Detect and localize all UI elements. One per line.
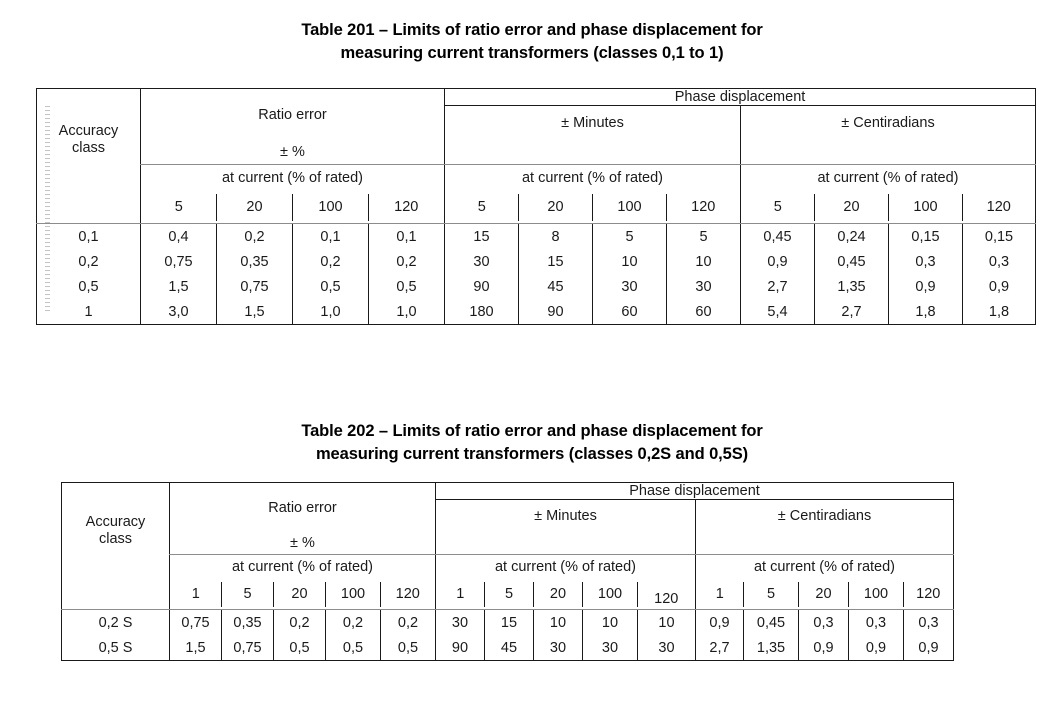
table-202-ratio-error-header: Ratio error: [170, 483, 436, 533]
table-201-r3-crad-2: 1,8: [889, 299, 963, 325]
table-202-at-current-row: [62, 555, 954, 580]
table-201-wrapper: [36, 88, 1036, 325]
table-202-r1-min-4: 30: [638, 635, 696, 661]
table-201-r3-min-3: 60: [667, 299, 741, 325]
table-202-col-ratio-5: 5: [222, 579, 274, 610]
table-201-col-min-5: 5: [445, 191, 519, 224]
table-201-r2-crad-3: 0,9: [963, 274, 1036, 299]
table-202-col-min-5: 5: [485, 579, 534, 610]
accuracy-class-line1: Accuracy: [58, 123, 119, 139]
table-201-col-crad-120: 120: [963, 191, 1036, 224]
table-201: [36, 88, 1036, 325]
table-201-r2-crad-1: 1,35: [815, 274, 889, 299]
table-202-r1-min-2: 30: [534, 635, 583, 661]
table-201-r2-accuracy: 0,5: [78, 278, 99, 295]
table-202-r0-ratio-0: 0,75: [170, 610, 222, 636]
table-202-r0-ratio-4: 0,2: [381, 610, 436, 636]
table-202-accuracy-blank: [62, 579, 170, 610]
table-201-r0-min-0: 15: [445, 224, 519, 250]
table-201-r1-ratio-2: 0,2: [293, 249, 369, 274]
table-202-col-min-120: [638, 579, 696, 610]
table-202-r1-crad-4: 0,9: [904, 635, 954, 661]
table-201-r1-crad-1: 0,45: [815, 249, 889, 274]
table-201-r0-accuracy: 0,1: [78, 228, 99, 245]
table-202-r1-crad-1: 1,35: [744, 635, 799, 661]
table-201-r0-ratio-2: 0,1: [293, 224, 369, 250]
table-202-unit-row-b: [62, 532, 954, 555]
table-201-r0-ratio-0: 0,4: [141, 224, 217, 250]
table-201-r2-min-2: 30: [593, 274, 667, 299]
table-201-r1-ratio-3: 0,2: [369, 249, 445, 274]
table-201-r0-ratio-3: 0,1: [369, 224, 445, 250]
table-201-r3-min-1: 90: [519, 299, 593, 325]
table-202-current-values-row: [62, 579, 954, 610]
table-202-col-ratio-100: 100: [326, 579, 381, 610]
table-201-col-ratio-120: 120: [369, 191, 445, 224]
table-201-col-crad-5: 5: [741, 191, 815, 224]
table-202-title-line2: measuring current transformers (classes 0,2S and 0,5S): [315, 445, 749, 463]
table-202-col-min-20: 20: [534, 579, 583, 610]
table-201-ratio-error-header: Ratio error: [141, 89, 445, 141]
table-201-r3-accuracy: 1: [84, 303, 93, 320]
table-202-col-ratio-120: 120: [381, 579, 436, 610]
table-201-unit-row-b: [37, 140, 1036, 165]
table-202-col-crad-5: 5: [744, 579, 799, 610]
table-202-col-crad-120: 120: [904, 579, 954, 610]
table-201-at-current-ratio: at current (% of rated): [141, 165, 445, 192]
table-201-r3-min-0: 180: [445, 299, 519, 325]
table-201-col-min-20: 20: [519, 191, 593, 224]
table-202-accuracy-class-header: [62, 483, 170, 580]
table-201-r3-min-2: 60: [593, 299, 667, 325]
table-202-minutes-header: ± Minutes: [436, 500, 696, 533]
table-201-title-line1: Table 201 – Limits of ratio error and phase displacement for: [301, 21, 763, 39]
accuracy-class-line1: Accuracy: [85, 514, 146, 530]
table-row: [37, 274, 1036, 299]
table-201-r3-ratio-1: 1,5: [217, 299, 293, 325]
table-202-r1-ratio-1: 0,75: [222, 635, 274, 661]
table-201-r1-crad-0: 0,9: [741, 249, 815, 274]
table-row: [62, 610, 954, 636]
table-201-title: [0, 19, 1064, 65]
table-201-r2-ratio-2: 0,5: [293, 274, 369, 299]
table-202-r0-crad-2: 0,3: [799, 610, 849, 636]
table-202-r1-min-0: 90: [436, 635, 485, 661]
table-201-r3-ratio-0: 3,0: [141, 299, 217, 325]
table-202-r1-crad-0: 2,7: [696, 635, 744, 661]
table-202-r1-ratio-4: 0,5: [381, 635, 436, 661]
table-202-r0-min-0: 30: [436, 610, 485, 636]
accuracy-class-line2: class: [98, 531, 133, 547]
table-202: [61, 482, 954, 661]
table-201-r3-ratio-3: 1,0: [369, 299, 445, 325]
table-201-percent-header: ± %: [141, 140, 445, 165]
table-202-col-crad-100: 100: [849, 579, 904, 610]
table-202-col-crad-20: 20: [799, 579, 849, 610]
table-202-r1-min-3: 30: [583, 635, 638, 661]
table-202-minutes-spacer: [436, 532, 696, 555]
table-201-r2-ratio-0: 1,5: [141, 274, 217, 299]
table-201-r2-ratio-1: 0,75: [217, 274, 293, 299]
table-202-centiradians-header: ± Centiradians: [696, 500, 954, 533]
table-201-r0-min-2: 5: [593, 224, 667, 250]
table-202-r0-ratio-3: 0,2: [326, 610, 381, 636]
table-201-current-values-row: [37, 191, 1036, 224]
table-202-title-line1: Table 202 – Limits of ratio error and phase displacement for: [301, 422, 763, 440]
table-202-col-crad-1: 1: [696, 579, 744, 610]
table-202-wrapper: [61, 482, 954, 661]
table-201-r1-ratio-0: 0,75: [141, 249, 217, 274]
table-201-r1-min-0: 30: [445, 249, 519, 274]
table-201-r0-crad-2: 0,15: [889, 224, 963, 250]
table-202-r0-crad-1: 0,45: [744, 610, 799, 636]
table-202-percent-header: ± %: [170, 532, 436, 555]
table-202-r0-crad-3: 0,3: [849, 610, 904, 636]
table-201-r2-crad-2: 0,9: [889, 274, 963, 299]
table-202-r0-accuracy: 0,2 S: [98, 614, 133, 631]
table-202-r0-crad-4: 0,3: [904, 610, 954, 636]
table-201-col-min-120: 120: [667, 191, 741, 224]
table-201-r2-min-3: 30: [667, 274, 741, 299]
table-202-at-current-ratio: at current (% of rated): [170, 555, 436, 580]
table-row: [62, 635, 954, 661]
table-202-r0-min-1: 15: [485, 610, 534, 636]
table-201-r0-ratio-1: 0,2: [217, 224, 293, 250]
accuracy-class-line2: class: [71, 140, 106, 156]
table-202-r1-ratio-0: 1,5: [170, 635, 222, 661]
table-201-r2-ratio-3: 0,5: [369, 274, 445, 299]
table-201-at-current-row: [37, 165, 1036, 192]
table-201-col-crad-20: 20: [815, 191, 889, 224]
table-202-group-header-row: [62, 483, 954, 500]
table-201-r1-ratio-1: 0,35: [217, 249, 293, 274]
table-201-r1-min-2: 10: [593, 249, 667, 274]
table-202-at-current-centiradians: at current (% of rated): [696, 555, 954, 580]
table-201-minutes-header: ± Minutes: [445, 106, 741, 141]
table-201-col-min-100: 100: [593, 191, 667, 224]
table-202-col-min-1: 1: [436, 579, 485, 610]
table-201-r0-min-1: 8: [519, 224, 593, 250]
table-201-col-ratio-5: 5: [141, 191, 217, 224]
table-202-r1-crad-3: 0,9: [849, 635, 904, 661]
table-202-col-min-120-label: 120: [654, 591, 679, 607]
table-202-r1-crad-2: 0,9: [799, 635, 849, 661]
table-202-centiradians-spacer: [696, 532, 954, 555]
table-202-r0-ratio-2: 0,2: [274, 610, 326, 636]
table-row: [37, 249, 1036, 274]
table-202-col-ratio-1: 1: [170, 579, 222, 610]
table-201-accuracy-class-header: [37, 89, 141, 192]
table-202-r1-accuracy: 0,5 S: [98, 639, 133, 656]
table-201-r1-crad-2: 0,3: [889, 249, 963, 274]
table-202-r0-min-2: 10: [534, 610, 583, 636]
table-201-minutes-spacer: [445, 140, 741, 165]
table-201-col-ratio-100: 100: [293, 191, 369, 224]
table-row: [37, 224, 1036, 250]
table-202-title: [0, 420, 1064, 466]
table-201-r2-crad-0: 2,7: [741, 274, 815, 299]
table-201-r1-min-1: 15: [519, 249, 593, 274]
table-201-r0-crad-1: 0,24: [815, 224, 889, 250]
table-202-r0-min-4: 10: [638, 610, 696, 636]
table-201-r1-accuracy: 0,2: [78, 253, 99, 270]
table-201-r3-ratio-2: 1,0: [293, 299, 369, 325]
table-201-at-current-centiradians: at current (% of rated): [741, 165, 1036, 192]
table-202-r0-crad-0: 0,9: [696, 610, 744, 636]
table-201-r2-min-0: 90: [445, 274, 519, 299]
table-201-r1-crad-3: 0,3: [963, 249, 1036, 274]
table-201-r3-crad-0: 5,4: [741, 299, 815, 325]
table-201-r0-crad-0: 0,45: [741, 224, 815, 250]
table-row: [37, 299, 1036, 325]
table-201-r0-min-3: 5: [667, 224, 741, 250]
table-201-accuracy-blank: [37, 191, 141, 224]
table-201-col-ratio-20: 20: [217, 191, 293, 224]
table-201-centiradians-spacer: [741, 140, 1036, 165]
table-201-r3-crad-1: 2,7: [815, 299, 889, 325]
table-202-r1-ratio-3: 0,5: [326, 635, 381, 661]
table-202-col-min-100: 100: [583, 579, 638, 610]
table-201-r1-min-3: 10: [667, 249, 741, 274]
table-202-r1-min-1: 45: [485, 635, 534, 661]
table-201-title-line2: measuring current transformers (classes 0,1 to 1): [340, 44, 724, 62]
table-202-at-current-minutes: at current (% of rated): [436, 555, 696, 580]
table-202-col-ratio-20: 20: [274, 579, 326, 610]
table-202-r1-ratio-2: 0,5: [274, 635, 326, 661]
table-202-r0-ratio-1: 0,35: [222, 610, 274, 636]
table-201-r2-min-1: 45: [519, 274, 593, 299]
table-201-phase-displacement-header: Phase displacement: [445, 89, 1036, 106]
table-201-group-header-row: [37, 89, 1036, 106]
table-201-centiradians-header: ± Centiradians: [741, 106, 1036, 141]
table-201-col-crad-100: 100: [889, 191, 963, 224]
table-201-at-current-minutes: at current (% of rated): [445, 165, 741, 192]
table-201-r3-crad-3: 1,8: [963, 299, 1036, 325]
table-201-r0-crad-3: 0,15: [963, 224, 1036, 250]
table-202-phase-displacement-header: Phase displacement: [436, 483, 954, 500]
table-202-r0-min-3: 10: [583, 610, 638, 636]
